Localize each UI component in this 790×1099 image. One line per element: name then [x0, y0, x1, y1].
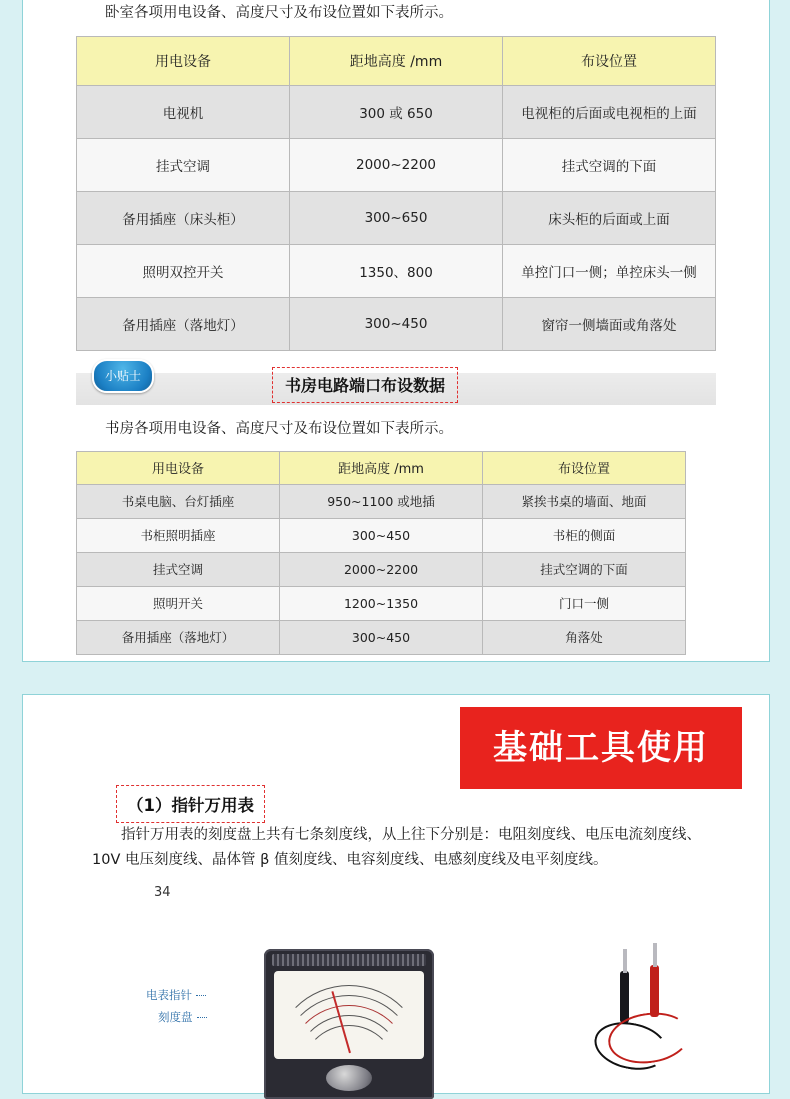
- page-number: 34: [154, 885, 171, 900]
- cell-position: 窗帘一侧墙面或角落处: [503, 298, 716, 351]
- table-row: [77, 552, 686, 586]
- table-row: [77, 139, 716, 192]
- study-data-table: [76, 451, 686, 655]
- column-header-height: 距地高度 /mm: [280, 451, 483, 484]
- table-row: [77, 86, 716, 139]
- cell-height: 300~450: [290, 298, 503, 351]
- cell-height: 300~450: [280, 620, 483, 654]
- cell-height: 2000~2200: [280, 552, 483, 586]
- table-row: [77, 518, 686, 552]
- column-header-device: 用电设备: [77, 37, 290, 86]
- table-row: [77, 586, 686, 620]
- cell-device: 挂式空调: [77, 139, 290, 192]
- multimeter-figure: [76, 945, 716, 1095]
- cell-device: 备用插座（落地灯）: [77, 620, 280, 654]
- cell-device: 书桌电脑、台灯插座: [77, 484, 280, 518]
- study-intro-text: 书房各项用电设备、高度尺寸及布设位置如下表所示。: [105, 421, 453, 438]
- cell-height: 300~650: [290, 192, 503, 245]
- probe-tip: [653, 943, 657, 967]
- section-title-wrapper: [116, 785, 265, 823]
- cell-height: 1350、800: [290, 245, 503, 298]
- cell-device: 备用插座（落地灯）: [77, 298, 290, 351]
- tip-bar: [76, 369, 716, 405]
- table-header-row: [77, 37, 716, 86]
- cell-position: 角落处: [483, 620, 686, 654]
- cell-height: 1200~1350: [280, 586, 483, 620]
- cell-position: 书柜的侧面: [483, 518, 686, 552]
- chapter-banner: 基础工具使用: [460, 707, 742, 789]
- meter-top-vents: [272, 954, 426, 966]
- cell-device: 照明开关: [77, 586, 280, 620]
- cell-height: 300 或 650: [290, 86, 503, 139]
- cell-device: 照明双控开关: [77, 245, 290, 298]
- table-header-row: [77, 451, 686, 484]
- document-page-bottom: [22, 694, 770, 1094]
- cell-position: 床头柜的后面或上面: [503, 192, 716, 245]
- range-selector-knob[interactable]: [326, 1065, 372, 1091]
- tip-badge: 小贴士: [92, 359, 154, 393]
- cell-position: 紧挨书桌的墙面、地面: [483, 484, 686, 518]
- analog-multimeter-image: [264, 949, 434, 1099]
- multimeter-section-title: （1）指针万用表: [116, 785, 265, 823]
- cell-height: 2000~2200: [290, 139, 503, 192]
- column-header-position: 布设位置: [483, 451, 686, 484]
- study-section-title: 书房电路端口布设数据: [272, 367, 458, 403]
- cell-height: 300~450: [280, 518, 483, 552]
- test-leads-image: [576, 951, 726, 1091]
- bedroom-intro-text: 卧室各项用电设备、高度尺寸及布设位置如下表所示。: [105, 5, 453, 21]
- probe-red: [650, 965, 659, 1017]
- column-header-height: 距地高度 /mm: [290, 37, 503, 86]
- probe-tip: [623, 949, 627, 973]
- cell-device: 电视机: [77, 86, 290, 139]
- cell-device: 书柜照明插座: [77, 518, 280, 552]
- cell-position: 挂式空调的下面: [483, 552, 686, 586]
- document-page-top: [22, 0, 770, 662]
- cell-position: 挂式空调的下面: [503, 139, 716, 192]
- table-row: [77, 192, 716, 245]
- table-row: [77, 298, 716, 351]
- meter-dial-face: [274, 971, 424, 1059]
- multimeter-body-text: 指针万用表的刻度盘上共有七条刻度线，从上往下分别是：电阻刻度线、电压电流刻度线、10V 电压刻度线、晶体管 β 值刻度线、电容刻度线、电感刻度线及电平刻度线。: [92, 827, 701, 869]
- page-top-content: [76, 0, 716, 655]
- callout-dial-label: 刻度盘: [158, 1010, 193, 1024]
- column-header-device: 用电设备: [77, 451, 280, 484]
- tip-title-wrapper: [272, 367, 458, 403]
- cell-height: 950~1100 或地插: [280, 484, 483, 518]
- table-row: [77, 620, 686, 654]
- cell-position: 门口一侧: [483, 586, 686, 620]
- cell-device: 挂式空调: [77, 552, 280, 586]
- bedroom-data-table: [76, 36, 716, 351]
- probe-black: [620, 971, 629, 1023]
- cell-position: 单控门口一侧；单控床头一侧: [503, 245, 716, 298]
- table-row: [77, 245, 716, 298]
- cell-device: 备用插座（床头柜）: [77, 192, 290, 245]
- cell-position: 电视柜的后面或电视柜的上面: [503, 86, 716, 139]
- callout-needle-label: 电表指针: [146, 988, 192, 1002]
- table-row: [77, 484, 686, 518]
- page-bottom-content: [76, 695, 716, 1093]
- column-header-position: 布设位置: [503, 37, 716, 86]
